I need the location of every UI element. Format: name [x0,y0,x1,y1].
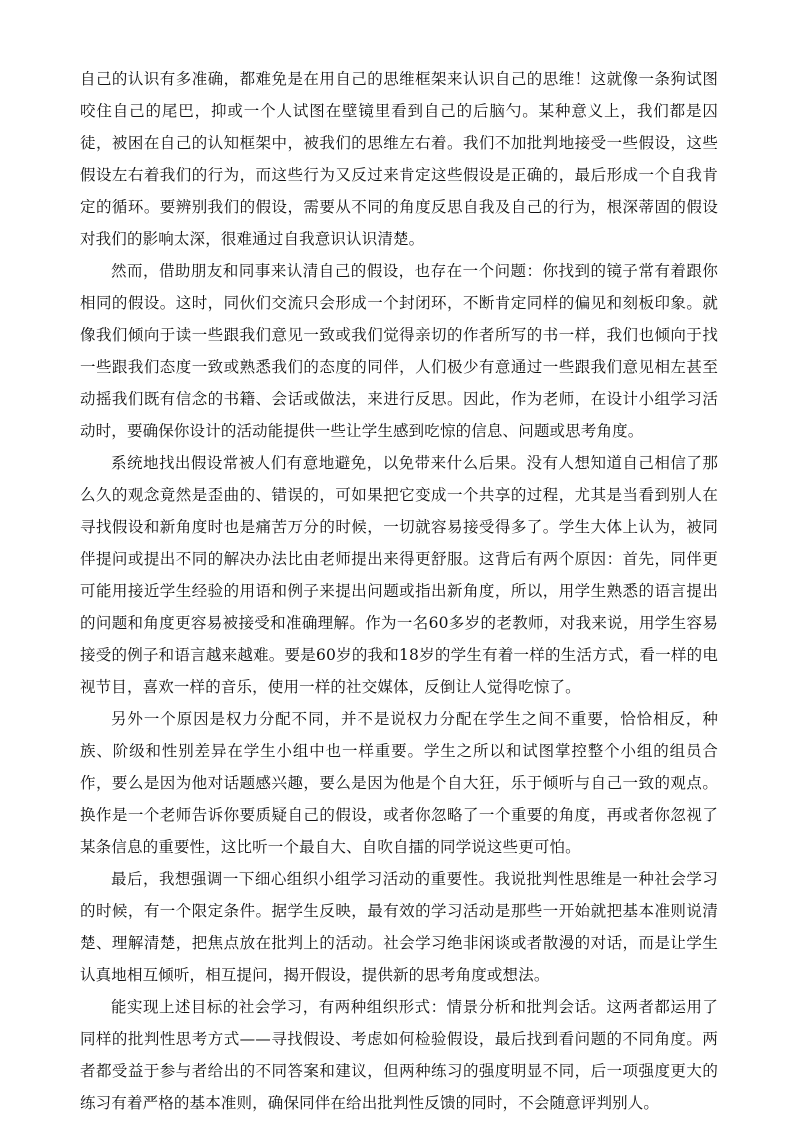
paragraph-4: 另外一个原因是权力分配不同，并不是说权力分配在学生之间不重要，恰恰相反，种族、阶级和性别差异在学生小组中也一样重要。学生之所以和试图掌控整个小组的组员合作，要么是因为他对话题感兴趣，要么是因为他是个自大狂，乐于倾听与自己一致的观点。换作是一个老师告诉你要质疑自己的假设，或者你忽略了一个重要的角度，再或者你忽视了某条信息的重要性，这比听一个最自大、自吹自擂的同学说这些更可怕。 [80,710,718,856]
paragraph-6: 能实现上述目标的社会学习，有两种组织形式：情景分析和批判会话。这两者都运用了同样的批判性思考方式——寻找假设、考虑如何检验假设，最后找到看问题的不同角度。两者都受益于参与者给出的不同答案和建议，但两种练习的强度明显不同，后一项强度更大的练习有着严格的基本准则，确保同伴在给出批判性反馈的同时，不会随意评判别人。 [80,998,718,1112]
paragraph-2: 然而，借助朋友和同事来认清自己的假设，也存在一个问题：你找到的镜子常有着跟你相同的假设。这时，同伙们交流只会形成一个封闭环，不断肯定同样的偏见和刻板印象。就像我们倾向于读一些跟我们意见一致或我们觉得亲切的作者所写的书一样，我们也倾向于找一些跟我们态度一致或熟悉我们的态度的同伴，人们极少有意通过一些跟我们意见相左甚至动摇我们既有信念的书籍、会话或做法，来进行反思。因此，作为老师，在设计小组学习活动时，要确保你设计的活动能提供一些让学生感到吃惊的信息、问题或思考角度。 [80,262,718,440]
paragraph-5: 最后，我想强调一下细心组织小组学习活动的重要性。我说批判性思维是一种社会学习的时候，有一个限定条件。据学生反映，最有效的学习活动是那些一开始就把基本准则说清楚、理解清楚，把焦点放在批判上的活动。社会学习绝非闲谈或者散漫的对话，而是让学生认真地相互倾听，相互提问，揭开假设，提供新的思考角度或想法。 [80,870,718,984]
document-body [80,63,718,1119]
paragraph-1: 自己的认识有多准确，都难免是在用自己的思维框架来认识自己的思维！这就像一条狗试图咬住自己的尾巴，抑或一个人试图在壁镜里看到自己的后脑勺。某种意义上，我们都是囚徒，被困在自己的认知框架中，被我们的思维左右着。我们不加批判地接受一些假设，这些假设左右着我们的行为，而这些行为又反过来肯定这些假设是正确的，最后形成一个自我肯定的循环。要辨别我们的假设，需要从不同的角度反思自我及自己的行为，根深蒂固的假设对我们的影响太深，很难通过自我意识认识清楚。 [80,70,718,248]
paragraph-3: 系统地找出假设常被人们有意地避免，以免带来什么后果。没有人想知道自己相信了那么久的观念竟然是歪曲的、错误的，可如果把它变成一个共享的过程，尤其是当看到别人在寻找假设和新角度时也是痛苦万分的时候，一切就容易接受得多了。学生大体上认为，被同伴提问或提出不同的解决办法比由老师提出来得更舒服。这背后有两个原因：首先，同伴更可能用接近学生经验的用语和例子来提出问题或指出新角度，所以，用学生熟悉的语言提出的问题和角度更容易被接受和准确理解。作为一名60多岁的老教师，对我来说，用学生容易接受的例子和语言越来越难。要是60岁的我和18岁的学生有着一样的生活方式，看一样的电视节目，喜欢一样的音乐，使用一样的社交媒体，反倒让人觉得吃惊了。 [80,454,718,696]
